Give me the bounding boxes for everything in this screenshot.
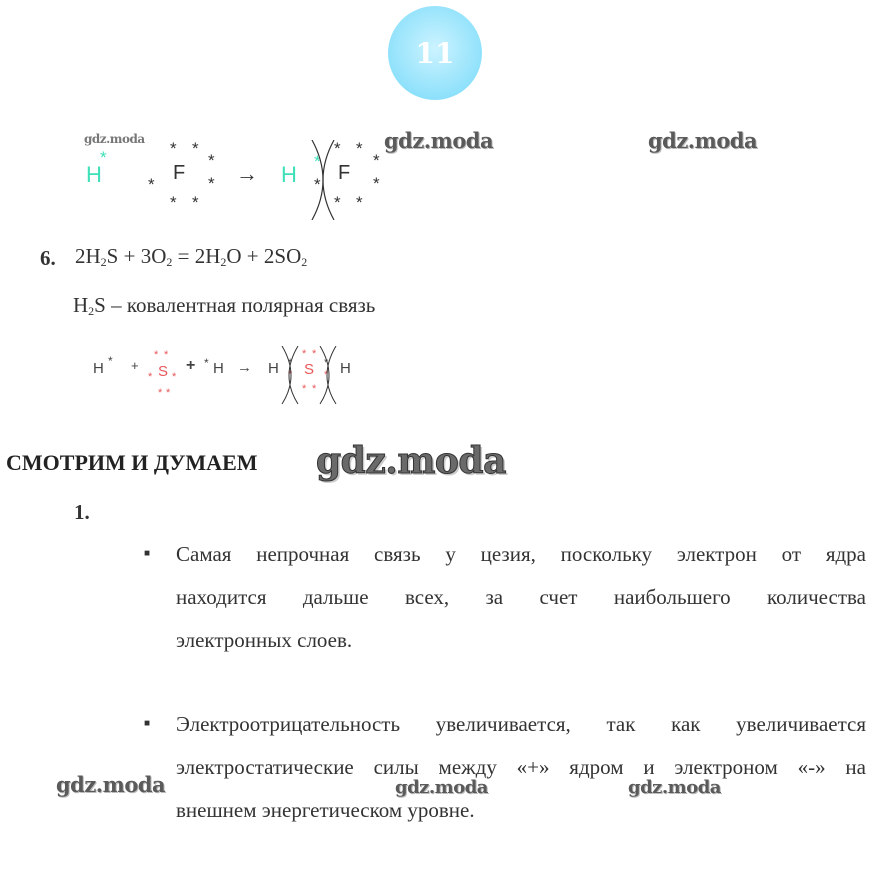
plus-sign: + xyxy=(131,358,139,373)
electron-dot: * xyxy=(356,139,363,158)
watermark: gdz.moda xyxy=(395,777,488,798)
electron-dot: * xyxy=(324,369,329,381)
bond-arcs xyxy=(304,140,344,220)
fluorine-symbol: F xyxy=(173,162,186,184)
electron-dot: * xyxy=(356,193,363,212)
electron-dot: * xyxy=(334,139,341,158)
bullet-marker: ■ xyxy=(144,718,151,729)
plus-sign: + xyxy=(186,357,196,374)
electron-dot: * xyxy=(288,357,293,369)
electron-dot: * xyxy=(164,349,169,361)
electron-dot: * xyxy=(166,387,171,399)
chemical-equation: $2H_2S + 3O_2 = 2H_2O + 2SO_2$ xyxy=(75,244,308,269)
electron-dot: * xyxy=(324,357,329,369)
hydrogen-symbol: H xyxy=(340,360,351,377)
watermark: gdz.moda xyxy=(84,132,145,146)
hydrogen-symbol: H xyxy=(93,360,104,377)
bond-type-line: $H_2S$ – ковалентная полярная связь xyxy=(73,293,376,318)
bullet-paragraph: Самая непрочная связь у цезия, поскольку электрон от ядра находится дальше всех, за счет наибольшего количества электронных слоев. xyxy=(176,542,866,652)
electron-dot: * xyxy=(312,383,317,395)
lewis-diagram-h2s xyxy=(88,346,368,406)
hydrogen-symbol: H xyxy=(281,162,297,187)
sulfur-symbol: S xyxy=(158,363,169,380)
hydrogen-symbol: H xyxy=(268,360,279,377)
electron-dot: * xyxy=(302,348,307,360)
electron-dot: * xyxy=(288,369,293,381)
electron-dot: * xyxy=(100,148,107,167)
item-number: 1. xyxy=(74,500,90,524)
reaction-arrow: → xyxy=(237,359,252,376)
reaction-arrow: → xyxy=(236,161,258,186)
electron-dot: * xyxy=(158,387,163,399)
electron-dot: * xyxy=(148,371,153,383)
electron-dot: * xyxy=(334,193,341,212)
fluorine-symbol: F xyxy=(338,162,351,184)
lewis-diagram-hf xyxy=(80,140,400,220)
watermark: gdz.moda xyxy=(628,777,721,798)
electron-dot: * xyxy=(208,151,215,170)
watermark: gdz.moda xyxy=(648,128,758,153)
watermark: gdz.moda xyxy=(316,440,506,482)
electron-dot: * xyxy=(302,383,307,395)
electron-dot: * xyxy=(192,139,199,158)
question-number: 6. xyxy=(40,246,56,270)
electron-dot: * xyxy=(170,139,177,158)
electron-dot: * xyxy=(192,193,199,212)
electron-dot: * xyxy=(170,193,177,212)
electron-dot: * xyxy=(312,348,317,360)
electron-dot: * xyxy=(208,174,215,193)
hydrogen-symbol: H xyxy=(86,162,102,187)
page-number-badge: 11 xyxy=(388,6,482,100)
electron-dot: * xyxy=(314,175,321,194)
watermark: gdz.moda xyxy=(384,128,494,153)
electron-dot: * xyxy=(108,354,113,368)
bullet-paragraph: Электроотрицательность увеличивается, так как увеличивается электростатические силы между «+» ядром и электроном «-» на внешнем энергетическом уровне. xyxy=(176,712,866,822)
electron-dot: * xyxy=(148,175,155,194)
electron-dot: * xyxy=(373,174,380,193)
bullet-marker: ■ xyxy=(144,548,151,559)
watermark: gdz.moda xyxy=(56,772,166,797)
section-title: СМОТРИМ И ДУМАЕМ xyxy=(6,450,258,475)
electron-dot: * xyxy=(314,152,321,171)
electron-dot: * xyxy=(154,349,159,361)
electron-dot: * xyxy=(373,151,380,170)
electron-dot: * xyxy=(204,356,209,370)
bond-arcs xyxy=(278,346,344,406)
electron-dot: * xyxy=(172,371,177,383)
sulfur-symbol: S xyxy=(304,361,315,378)
hydrogen-symbol: H xyxy=(213,360,224,377)
